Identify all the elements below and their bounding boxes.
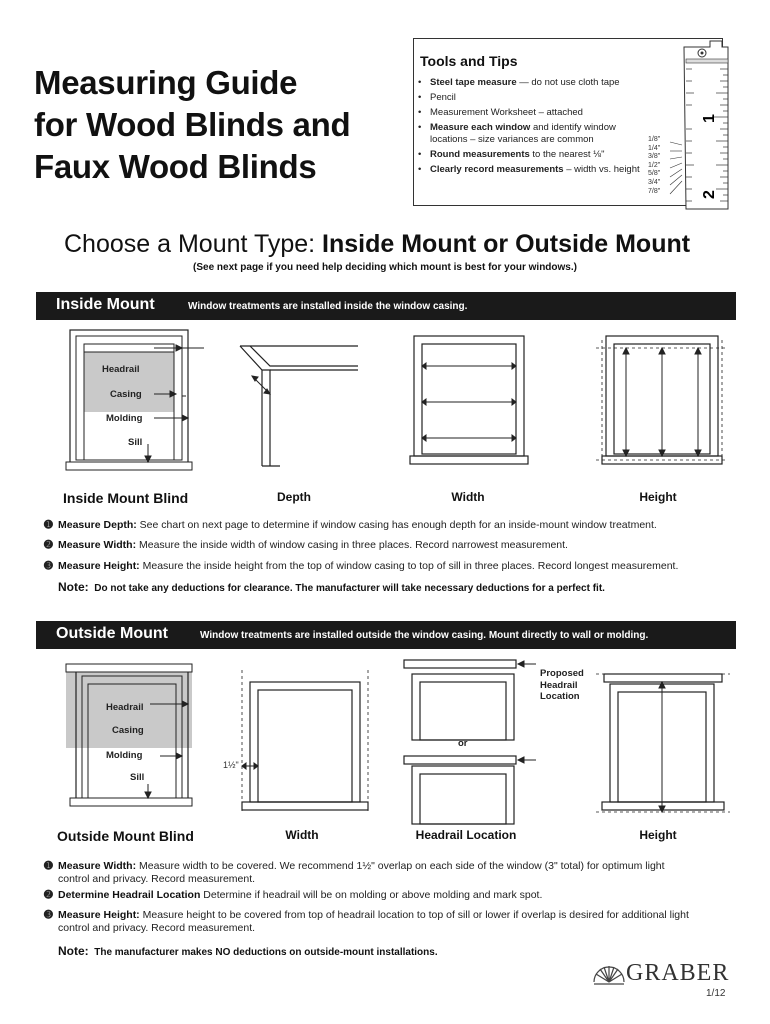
caption-outside-width: Width [285, 828, 319, 842]
choose-subnote: (See next page if you need help deciding which mount is best for your windows.) [193, 262, 577, 273]
or-label: or [458, 738, 468, 749]
title-line-3: Faux Wood Blinds [34, 148, 317, 185]
inside-step-1: ➊ Measure Depth: See chart on next page to determine if window casing has enough depth for an inside-mount window treatment. [44, 519, 657, 531]
outside-mount-band [36, 621, 736, 649]
inside-label-headrail: Headrail [102, 364, 140, 375]
inside-label-molding: Molding [106, 413, 143, 424]
tool-item: • Measure each window and identify window locations – size variances are common [418, 122, 620, 146]
tool-item: • Pencil [418, 92, 648, 104]
caption-depth: Depth [277, 490, 311, 504]
tools-list [418, 77, 648, 179]
tool-item: • Clearly record measurements – width vs. height [418, 164, 648, 176]
caption-outside-mount-blind: Outside Mount Blind [57, 828, 194, 844]
tool-item: • Steel tape measure — do not use cloth tape [418, 77, 648, 89]
outside-mount-desc: Window treatments are installed outside the window casing. Mount directly to wall or molding. [200, 630, 649, 641]
tool-item: • Round measurements to the nearest ⅛" [418, 149, 648, 161]
inside-label-casing: Casing [110, 389, 142, 400]
tape-number-1: 1 [701, 114, 718, 123]
inside-step-2: ➋ Measure Width: Measure the inside width of window casing in three places. Record narrowest measurement. [44, 539, 568, 551]
outside-label-casing: Casing [112, 725, 144, 736]
choose-mount-heading: Choose a Mount Type: Inside Mount or Outside Mount [64, 230, 691, 258]
height-diagram [596, 336, 726, 466]
outside-width-diagram [242, 670, 368, 812]
outside-mount-diagrams [36, 656, 736, 826]
inside-step-3: ➌ Measure Height: Measure the inside height from the top of window casing to top of sill in three places. Record longest measurement. [44, 560, 679, 572]
tools-heading: Tools and Tips [420, 53, 518, 69]
width-diagram [410, 336, 528, 464]
graber-wordmark: GRABER [626, 960, 730, 986]
inside-mount-band [36, 292, 736, 320]
inside-mount-desc: Window treatments are installed inside the window casing. [188, 301, 468, 312]
outside-step-2: ➋ Determine Headrail Location Determine if headrail will be on molding or above molding and mark spot. [44, 889, 543, 901]
inside-label-sill: Sill [128, 437, 143, 448]
tape-number-2: 2 [701, 190, 718, 199]
page-title [34, 62, 350, 188]
outside-step-1: ➊ Measure Width: Measure width to be covered. We recommend 1½" overlap on each side of the window (3" total) for optimum light control and privacy. Record measurement. [44, 860, 665, 885]
tools-and-tips-box [413, 38, 723, 206]
tape-measure-icon [672, 39, 732, 209]
depth-diagram [240, 346, 358, 466]
outside-height-diagram [596, 674, 730, 812]
inside-mount-blind-diagram [66, 330, 204, 470]
tape-fraction-labels: 1/8" 1/4" 3/8" 1/2" 5/8" 3/4" 7/8" [648, 136, 661, 195]
outside-note: Note: The manufacturer makes NO deductions on outside-mount installations. [58, 944, 438, 958]
title-line-1: Measuring Guide [34, 64, 298, 101]
caption-height: Height [639, 490, 677, 504]
outside-step-3: ➌ Measure Height: Measure height to be covered from top of headrail location to top of sill or lower if overlap is desired for additional light control and privacy. Record measurement. [44, 909, 689, 934]
caption-width: Width [451, 490, 485, 504]
outside-label-sill: Sill [130, 772, 145, 783]
graber-shell-icon [592, 960, 626, 986]
page-number: 1/12 [706, 988, 726, 999]
outside-label-headrail: Headrail [106, 702, 144, 713]
inside-mount-diagrams [36, 326, 736, 496]
outside-label-molding: Molding [106, 750, 143, 761]
overlap-label: 1½" [223, 760, 239, 770]
tool-item: • Measurement Worksheet – attached [418, 107, 648, 119]
caption-inside-mount-blind: Inside Mount Blind [63, 490, 189, 506]
inside-note: Note: Do not take any deductions for clearance. The manufacturer will take necessary deductions for a perfect fit. [58, 580, 605, 594]
fraction-pointers [670, 142, 682, 194]
caption-headrail-location: Headrail Location [415, 828, 517, 842]
headrail-location-diagram [404, 660, 536, 824]
proposed-headrail-label: Proposed Headrail Location [540, 668, 584, 702]
outside-mount-heading: Outside Mount [56, 625, 168, 642]
caption-outside-height: Height [639, 828, 677, 842]
title-line-2: for Wood Blinds and [34, 106, 351, 143]
inside-mount-heading: Inside Mount [56, 296, 155, 313]
